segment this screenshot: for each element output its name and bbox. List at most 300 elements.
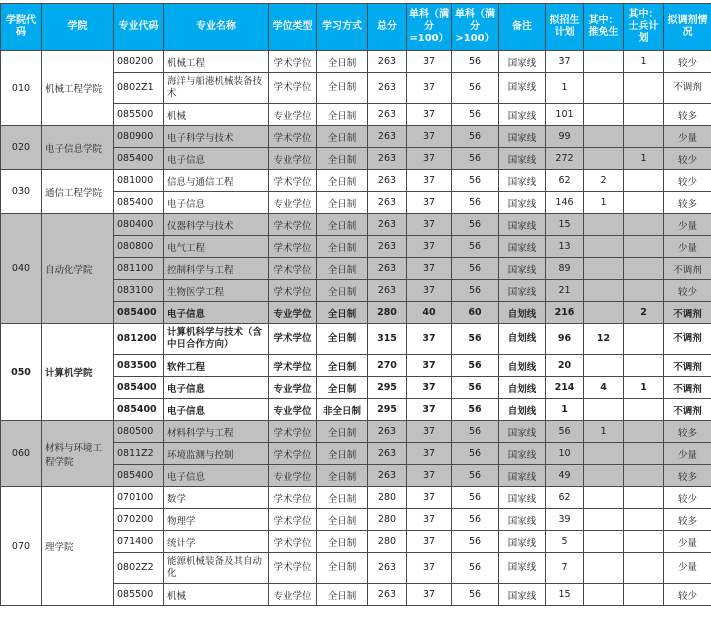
- plan-cell: 62: [546, 487, 584, 509]
- soldier-cell: [624, 465, 664, 487]
- soldier-cell: 1: [624, 148, 664, 170]
- adjust-cell: 较多: [664, 465, 711, 487]
- total-score-cell: 263: [368, 553, 407, 584]
- major-name-cell: 环境监测与控制: [164, 443, 269, 465]
- note-cell: 国家线: [499, 51, 546, 73]
- single-100-cell: 37: [407, 280, 452, 302]
- major-name-cell: 能源机械装备及其自动化: [164, 553, 269, 584]
- plan-cell: 13: [546, 236, 584, 258]
- note-cell: 国家线: [499, 553, 546, 584]
- major-name-cell: 物理学: [164, 509, 269, 531]
- soldier-cell: 1: [624, 377, 664, 399]
- tuimian-cell: [584, 104, 624, 126]
- plan-cell: 214: [546, 377, 584, 399]
- note-cell: 自划线: [499, 355, 546, 377]
- major-code-cell: 080900: [114, 126, 164, 148]
- note-cell: 自划线: [499, 302, 546, 324]
- single-over100-cell: 56: [452, 148, 499, 170]
- adjust-cell: 少量: [664, 443, 711, 465]
- major-code-cell: 080200: [114, 51, 164, 73]
- major-code-cell: 080800: [114, 236, 164, 258]
- plan-cell: 56: [546, 421, 584, 443]
- note-cell: 自划线: [499, 324, 546, 355]
- total-score-cell: 280: [368, 302, 407, 324]
- single-100-cell: 37: [407, 465, 452, 487]
- table-row: [1, 170, 711, 192]
- soldier-cell: [624, 280, 664, 302]
- major-code-cell: 080500: [114, 421, 164, 443]
- tuimian-cell: [584, 214, 624, 236]
- major-code-cell: 083100: [114, 280, 164, 302]
- single-over100-cell: 56: [452, 355, 499, 377]
- single-over100-cell: 56: [452, 104, 499, 126]
- adjust-cell: 少量: [664, 126, 711, 148]
- study-mode-cell: 全日制: [317, 355, 368, 377]
- major-name-cell: 电子信息: [164, 148, 269, 170]
- tuimian-cell: [584, 399, 624, 421]
- study-mode-cell: 全日制: [317, 443, 368, 465]
- college-name-cell: 理学院: [42, 487, 114, 606]
- table-row: [1, 126, 711, 148]
- note-cell: 国家线: [499, 443, 546, 465]
- major-name-cell: 计算机科学与技术（含中日合作方向）: [164, 324, 269, 355]
- soldier-cell: [624, 487, 664, 509]
- single-over100-cell: 56: [452, 324, 499, 355]
- tuimian-cell: [584, 236, 624, 258]
- degree-type-cell: 学术学位: [269, 258, 317, 280]
- soldier-cell: [624, 584, 664, 606]
- major-name-cell: 生物医学工程: [164, 280, 269, 302]
- single-100-cell: 37: [407, 355, 452, 377]
- soldier-cell: [624, 324, 664, 355]
- degree-type-cell: 学术学位: [269, 214, 317, 236]
- soldier-cell: [624, 553, 664, 584]
- major-code-cell: 085400: [114, 465, 164, 487]
- college-code-cell: 050: [1, 324, 42, 421]
- college-name-cell: 计算机学院: [42, 324, 114, 421]
- col-header-note: 备注: [499, 4, 546, 51]
- adjust-cell: 较少: [664, 584, 711, 606]
- table-row: [1, 487, 711, 509]
- single-100-cell: 37: [407, 553, 452, 584]
- note-cell: 国家线: [499, 214, 546, 236]
- degree-type-cell: 专业学位: [269, 377, 317, 399]
- adjust-cell: 不调剂: [664, 399, 711, 421]
- single-over100-cell: 56: [452, 377, 499, 399]
- study-mode-cell: 全日制: [317, 487, 368, 509]
- soldier-cell: [624, 531, 664, 553]
- plan-cell: 1: [546, 399, 584, 421]
- major-code-cell: 085500: [114, 584, 164, 606]
- plan-cell: 99: [546, 126, 584, 148]
- total-score-cell: 263: [368, 104, 407, 126]
- single-100-cell: 37: [407, 192, 452, 214]
- single-over100-cell: 56: [452, 487, 499, 509]
- tuimian-cell: [584, 509, 624, 531]
- total-score-cell: 280: [368, 487, 407, 509]
- plan-cell: 101: [546, 104, 584, 126]
- plan-cell: 15: [546, 214, 584, 236]
- single-100-cell: 37: [407, 377, 452, 399]
- single-100-cell: 37: [407, 509, 452, 531]
- single-over100-cell: 60: [452, 302, 499, 324]
- soldier-cell: [624, 421, 664, 443]
- tuimian-cell: 1: [584, 421, 624, 443]
- plan-cell: 1: [546, 73, 584, 104]
- table-body: [1, 51, 711, 606]
- study-mode-cell: 全日制: [317, 509, 368, 531]
- major-name-cell: 数学: [164, 487, 269, 509]
- single-over100-cell: 56: [452, 192, 499, 214]
- tuimian-cell: [584, 126, 624, 148]
- total-score-cell: 295: [368, 377, 407, 399]
- plan-cell: 272: [546, 148, 584, 170]
- soldier-cell: [624, 258, 664, 280]
- plan-cell: 7: [546, 553, 584, 584]
- note-cell: 国家线: [499, 465, 546, 487]
- major-name-cell: 电子科学与技术: [164, 126, 269, 148]
- major-name-cell: 机械: [164, 104, 269, 126]
- plan-cell: 96: [546, 324, 584, 355]
- plan-cell: 39: [546, 509, 584, 531]
- soldier-cell: 2: [624, 302, 664, 324]
- single-100-cell: 37: [407, 443, 452, 465]
- note-cell: 国家线: [499, 126, 546, 148]
- total-score-cell: 280: [368, 531, 407, 553]
- single-100-cell: 37: [407, 487, 452, 509]
- single-100-cell: 37: [407, 51, 452, 73]
- col-header-total-score: 总分: [368, 4, 407, 51]
- major-code-cell: 0802Z1: [114, 73, 164, 104]
- plan-cell: 146: [546, 192, 584, 214]
- tuimian-cell: [584, 465, 624, 487]
- single-over100-cell: 56: [452, 465, 499, 487]
- note-cell: 国家线: [499, 170, 546, 192]
- major-code-cell: 085400: [114, 377, 164, 399]
- soldier-cell: [624, 170, 664, 192]
- total-score-cell: 263: [368, 236, 407, 258]
- adjust-cell: 较多: [664, 104, 711, 126]
- adjust-cell: 少量: [664, 236, 711, 258]
- single-over100-cell: 56: [452, 280, 499, 302]
- total-score-cell: 263: [368, 584, 407, 606]
- degree-type-cell: 学术学位: [269, 443, 317, 465]
- adjust-cell: 少量: [664, 214, 711, 236]
- adjust-cell: 较少: [664, 148, 711, 170]
- study-mode-cell: 全日制: [317, 258, 368, 280]
- single-100-cell: 37: [407, 73, 452, 104]
- plan-cell: 37: [546, 51, 584, 73]
- tuimian-cell: [584, 51, 624, 73]
- total-score-cell: 263: [368, 465, 407, 487]
- major-name-cell: 信息与通信工程: [164, 170, 269, 192]
- degree-type-cell: 学术学位: [269, 280, 317, 302]
- major-name-cell: 电子信息: [164, 302, 269, 324]
- major-name-cell: 软件工程: [164, 355, 269, 377]
- study-mode-cell: 全日制: [317, 236, 368, 258]
- single-over100-cell: 56: [452, 531, 499, 553]
- admissions-table: [0, 3, 711, 606]
- study-mode-cell: 全日制: [317, 192, 368, 214]
- degree-type-cell: 学术学位: [269, 73, 317, 104]
- soldier-cell: [624, 126, 664, 148]
- col-header-plan: 拟招生计划: [546, 4, 584, 51]
- col-header-single-100: 单科（满分=100）: [407, 4, 452, 51]
- single-over100-cell: 56: [452, 509, 499, 531]
- plan-cell: 21: [546, 280, 584, 302]
- soldier-cell: [624, 214, 664, 236]
- single-over100-cell: 56: [452, 170, 499, 192]
- major-code-cell: 085400: [114, 399, 164, 421]
- major-name-cell: 统计学: [164, 531, 269, 553]
- degree-type-cell: 学术学位: [269, 236, 317, 258]
- single-100-cell: 37: [407, 214, 452, 236]
- single-100-cell: 37: [407, 236, 452, 258]
- table-row: [1, 324, 711, 355]
- degree-type-cell: 学术学位: [269, 126, 317, 148]
- soldier-cell: 1: [624, 51, 664, 73]
- plan-cell: 89: [546, 258, 584, 280]
- soldier-cell: [624, 509, 664, 531]
- degree-type-cell: 学术学位: [269, 51, 317, 73]
- single-over100-cell: 56: [452, 214, 499, 236]
- single-over100-cell: 56: [452, 126, 499, 148]
- note-cell: 国家线: [499, 73, 546, 104]
- tuimian-cell: 12: [584, 324, 624, 355]
- note-cell: 国家线: [499, 509, 546, 531]
- soldier-cell: [624, 355, 664, 377]
- degree-type-cell: 学术学位: [269, 421, 317, 443]
- single-over100-cell: 56: [452, 584, 499, 606]
- study-mode-cell: 全日制: [317, 280, 368, 302]
- total-score-cell: 270: [368, 355, 407, 377]
- col-header-study-mode: 学习方式: [317, 4, 368, 51]
- study-mode-cell: 全日制: [317, 51, 368, 73]
- table-row: [1, 51, 711, 73]
- total-score-cell: 263: [368, 73, 407, 104]
- header-row: [1, 4, 711, 51]
- plan-cell: 216: [546, 302, 584, 324]
- single-100-cell: 37: [407, 421, 452, 443]
- adjust-cell: 较少: [664, 487, 711, 509]
- single-over100-cell: 56: [452, 258, 499, 280]
- study-mode-cell: 全日制: [317, 584, 368, 606]
- tuimian-cell: [584, 487, 624, 509]
- col-header-soldier: 其中：士兵计划: [624, 4, 664, 51]
- adjust-cell: 不调剂: [664, 324, 711, 355]
- major-code-cell: 081100: [114, 258, 164, 280]
- note-cell: 国家线: [499, 148, 546, 170]
- note-cell: 国家线: [499, 584, 546, 606]
- major-code-cell: 0811Z2: [114, 443, 164, 465]
- total-score-cell: 263: [368, 126, 407, 148]
- degree-type-cell: 专业学位: [269, 465, 317, 487]
- soldier-cell: [624, 192, 664, 214]
- degree-type-cell: 学术学位: [269, 487, 317, 509]
- plan-cell: 15: [546, 584, 584, 606]
- major-name-cell: 机械工程: [164, 51, 269, 73]
- soldier-cell: [624, 73, 664, 104]
- note-cell: 自划线: [499, 399, 546, 421]
- plan-cell: 62: [546, 170, 584, 192]
- major-code-cell: 081200: [114, 324, 164, 355]
- major-name-cell: 电子信息: [164, 192, 269, 214]
- tuimian-cell: [584, 302, 624, 324]
- degree-type-cell: 专业学位: [269, 104, 317, 126]
- study-mode-cell: 全日制: [317, 377, 368, 399]
- total-score-cell: 263: [368, 148, 407, 170]
- adjust-cell: 不调剂: [664, 377, 711, 399]
- soldier-cell: [624, 104, 664, 126]
- major-code-cell: 071400: [114, 531, 164, 553]
- college-name-cell: 材料与环境工程学院: [42, 421, 114, 487]
- major-name-cell: 材料科学与工程: [164, 421, 269, 443]
- tuimian-cell: [584, 258, 624, 280]
- col-header-college-code: 学院代码: [1, 4, 42, 51]
- single-100-cell: 37: [407, 531, 452, 553]
- major-code-cell: 081000: [114, 170, 164, 192]
- col-header-major-code: 专业代码: [114, 4, 164, 51]
- single-100-cell: 37: [407, 258, 452, 280]
- adjust-cell: 不调剂: [664, 73, 711, 104]
- college-code-cell: 040: [1, 214, 42, 324]
- col-header-major-name: 专业名称: [164, 4, 269, 51]
- table-row: [1, 214, 711, 236]
- major-name-cell: 控制科学与工程: [164, 258, 269, 280]
- total-score-cell: 263: [368, 258, 407, 280]
- note-cell: 国家线: [499, 104, 546, 126]
- major-name-cell: 机械: [164, 584, 269, 606]
- major-code-cell: 085500: [114, 104, 164, 126]
- major-code-cell: 085400: [114, 192, 164, 214]
- college-name-cell: 自动化学院: [42, 214, 114, 324]
- degree-type-cell: 学术学位: [269, 531, 317, 553]
- study-mode-cell: 全日制: [317, 421, 368, 443]
- total-score-cell: 263: [368, 51, 407, 73]
- total-score-cell: 263: [368, 214, 407, 236]
- adjust-cell: 较多: [664, 421, 711, 443]
- adjust-cell: 较多: [664, 192, 711, 214]
- soldier-cell: [624, 399, 664, 421]
- total-score-cell: 280: [368, 509, 407, 531]
- single-100-cell: 40: [407, 302, 452, 324]
- tuimian-cell: [584, 73, 624, 104]
- col-header-single-over100: 单科（满分>100）: [452, 4, 499, 51]
- note-cell: 自划线: [499, 377, 546, 399]
- adjust-cell: 较少: [664, 51, 711, 73]
- tuimian-cell: 2: [584, 170, 624, 192]
- single-over100-cell: 56: [452, 421, 499, 443]
- tuimian-cell: [584, 280, 624, 302]
- degree-type-cell: 专业学位: [269, 192, 317, 214]
- adjust-cell: 较少: [664, 170, 711, 192]
- note-cell: 国家线: [499, 421, 546, 443]
- major-name-cell: 电子信息: [164, 377, 269, 399]
- college-name-cell: 通信工程学院: [42, 170, 114, 214]
- study-mode-cell: 全日制: [317, 465, 368, 487]
- study-mode-cell: 全日制: [317, 531, 368, 553]
- single-100-cell: 37: [407, 148, 452, 170]
- single-100-cell: 37: [407, 584, 452, 606]
- degree-type-cell: 专业学位: [269, 302, 317, 324]
- study-mode-cell: 全日制: [317, 148, 368, 170]
- total-score-cell: 263: [368, 192, 407, 214]
- tuimian-cell: [584, 355, 624, 377]
- tuimian-cell: 4: [584, 377, 624, 399]
- plan-cell: 20: [546, 355, 584, 377]
- study-mode-cell: 全日制: [317, 553, 368, 584]
- major-code-cell: 070100: [114, 487, 164, 509]
- col-header-adjust: 拟调剂情况: [664, 4, 711, 51]
- adjust-cell: 较少: [664, 280, 711, 302]
- single-over100-cell: 56: [452, 553, 499, 584]
- plan-cell: 10: [546, 443, 584, 465]
- note-cell: 国家线: [499, 258, 546, 280]
- study-mode-cell: 全日制: [317, 324, 368, 355]
- degree-type-cell: 专业学位: [269, 584, 317, 606]
- college-name-cell: 电子信息学院: [42, 126, 114, 170]
- college-name-cell: 机械工程学院: [42, 51, 114, 126]
- college-code-cell: 060: [1, 421, 42, 487]
- major-code-cell: 085400: [114, 148, 164, 170]
- degree-type-cell: 专业学位: [269, 399, 317, 421]
- tuimian-cell: [584, 148, 624, 170]
- major-code-cell: 085400: [114, 302, 164, 324]
- single-over100-cell: 56: [452, 73, 499, 104]
- adjust-cell: 少量: [664, 553, 711, 584]
- single-over100-cell: 56: [452, 236, 499, 258]
- major-name-cell: 电子信息: [164, 465, 269, 487]
- major-name-cell: 海洋与船港机械装备技术: [164, 73, 269, 104]
- note-cell: 国家线: [499, 280, 546, 302]
- single-over100-cell: 56: [452, 399, 499, 421]
- college-code-cell: 030: [1, 170, 42, 214]
- major-code-cell: 0802Z2: [114, 553, 164, 584]
- single-100-cell: 37: [407, 170, 452, 192]
- col-header-tuimian: 其中：推免生: [584, 4, 624, 51]
- college-code-cell: 020: [1, 126, 42, 170]
- single-over100-cell: 56: [452, 443, 499, 465]
- col-header-college: 学院: [42, 4, 114, 51]
- col-header-degree-type: 学位类型: [269, 4, 317, 51]
- adjust-cell: 少量: [664, 531, 711, 553]
- major-code-cell: 080400: [114, 214, 164, 236]
- total-score-cell: 315: [368, 324, 407, 355]
- study-mode-cell: 全日制: [317, 302, 368, 324]
- note-cell: 国家线: [499, 192, 546, 214]
- major-name-cell: 电子信息: [164, 399, 269, 421]
- total-score-cell: 295: [368, 399, 407, 421]
- degree-type-cell: 学术学位: [269, 509, 317, 531]
- plan-cell: 49: [546, 465, 584, 487]
- tuimian-cell: [584, 584, 624, 606]
- total-score-cell: 263: [368, 421, 407, 443]
- note-cell: 国家线: [499, 236, 546, 258]
- tuimian-cell: [584, 553, 624, 584]
- adjust-cell: 不调剂: [664, 258, 711, 280]
- total-score-cell: 263: [368, 443, 407, 465]
- single-over100-cell: 56: [452, 51, 499, 73]
- study-mode-cell: 全日制: [317, 104, 368, 126]
- major-code-cell: 070200: [114, 509, 164, 531]
- adjust-cell: 不调剂: [664, 302, 711, 324]
- single-100-cell: 37: [407, 399, 452, 421]
- total-score-cell: 263: [368, 280, 407, 302]
- college-code-cell: 070: [1, 487, 42, 606]
- degree-type-cell: 学术学位: [269, 355, 317, 377]
- study-mode-cell: 全日制: [317, 126, 368, 148]
- study-mode-cell: 全日制: [317, 214, 368, 236]
